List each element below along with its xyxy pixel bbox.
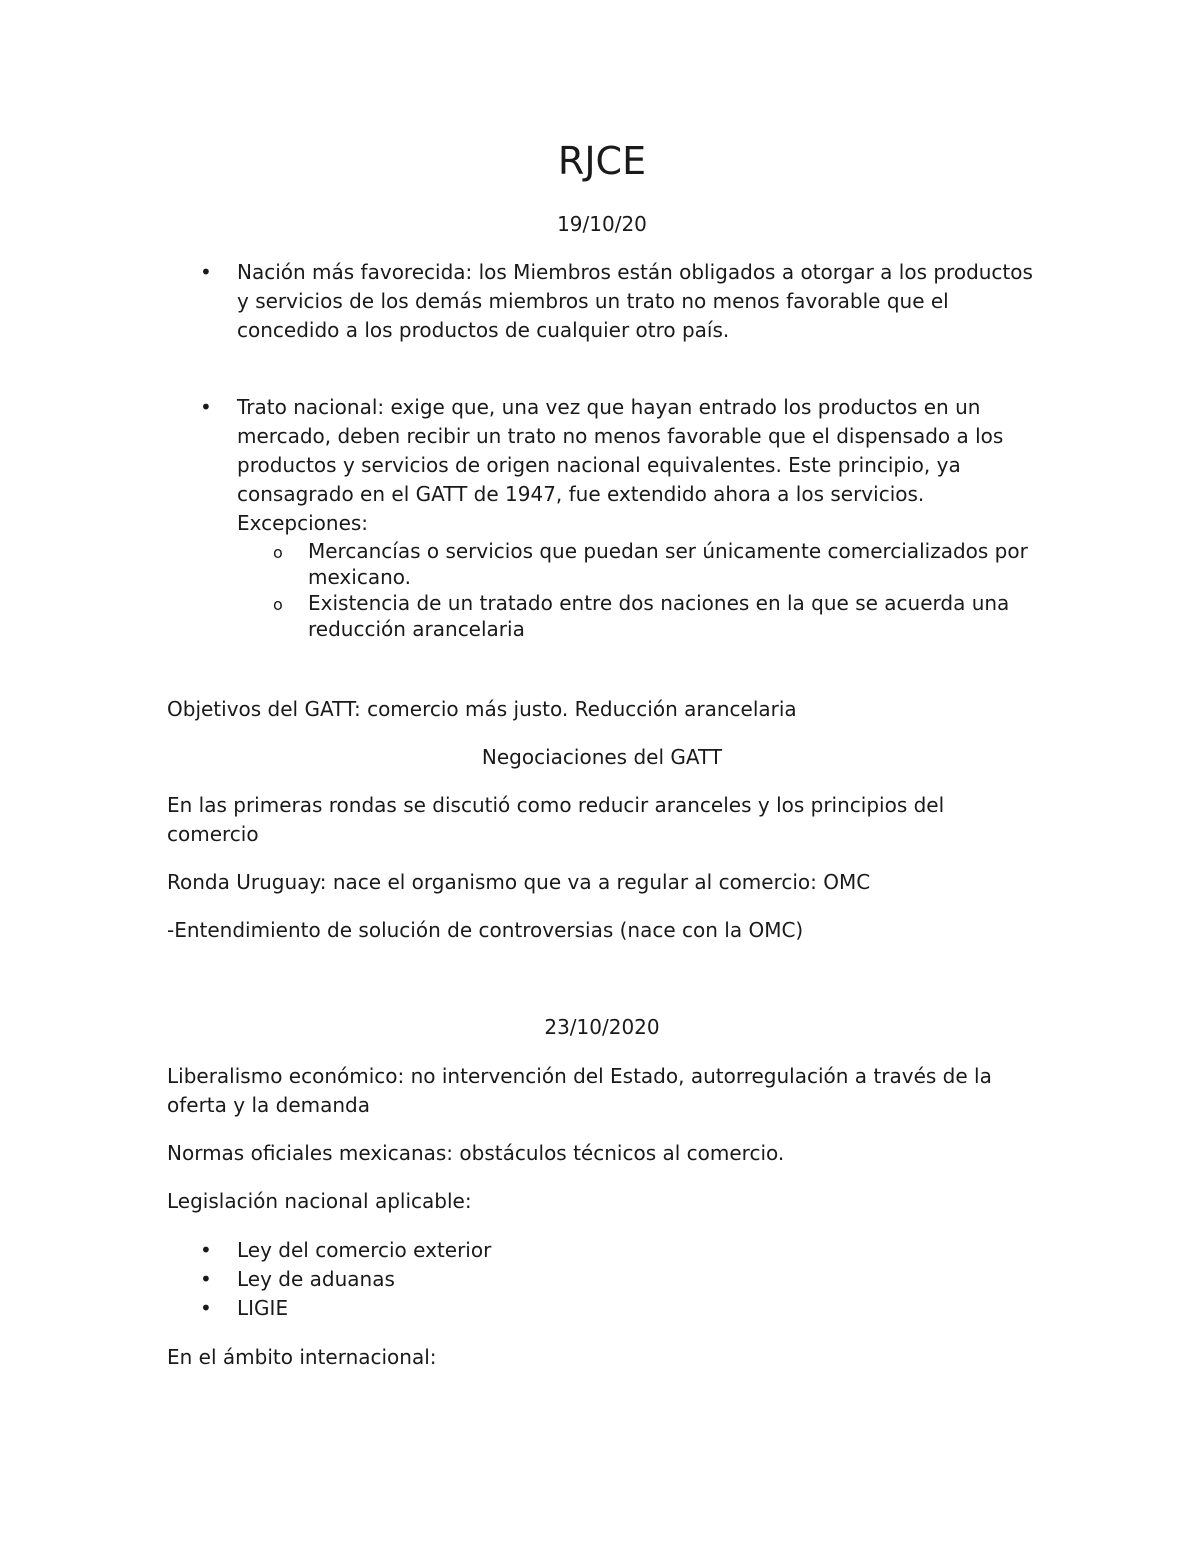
exception-text: Existencia de un tratado entre dos naciones en la que se acuerda una reducción arancelaria: [308, 591, 1010, 641]
legislation-label: Legislación nacional aplicable:: [167, 1189, 472, 1213]
sub-bullet-icon: o: [273, 595, 283, 614]
exceptions-list: [237, 538, 1037, 642]
law-item: [167, 1265, 1037, 1294]
international-paragraph: En el ámbito internacional:: [167, 1345, 437, 1369]
uruguay-round-paragraph: Ronda Uruguay: nace el organismo que va a regular al comercio: OMC: [167, 870, 871, 894]
exception-text: Mercancías o servicios que puedan ser únicamente comercializados por mexicano.: [308, 539, 1028, 589]
law-text: Ley del comercio exterior: [237, 1238, 492, 1262]
national-treatment-text: Trato nacional: exige que, una vez que hayan entrado los productos en un mercado, deben recibir un trato no menos favorable que el dispensado a los productos y servicios de origen nacional equivalentes. Este principio, ya consagrado en el GATT de 1947, fue extendido ahora a los servicios.: [237, 395, 1004, 506]
exceptions-label: Excepciones:: [237, 511, 369, 535]
date-heading-1: 19/10/20: [557, 212, 647, 236]
norms-paragraph: Normas oficiales mexicanas: obstáculos técnicos al comercio.: [167, 1141, 785, 1165]
law-item: [167, 1236, 1037, 1265]
list-item-most-favored-nation: [167, 258, 1037, 345]
exception-item: [237, 538, 1037, 590]
bullet-icon: •: [200, 260, 212, 284]
principles-list: [167, 258, 1037, 345]
liberalism-paragraph: Liberalismo económico: no intervención del Estado, autorregulación a través de la oferta y la demanda: [167, 1064, 992, 1117]
principles-list-2: [167, 393, 1037, 642]
list-item-national-treatment: [167, 393, 1037, 642]
gatt-objectives: Objetivos del GATT: comercio más justo. Reducción arancelaria: [167, 697, 797, 721]
law-text: LIGIE: [237, 1296, 289, 1320]
date-heading-2: 23/10/2020: [544, 1015, 660, 1039]
dispute-settlement-paragraph: -Entendimiento de solución de controversias (nace con la OMC): [167, 918, 804, 942]
first-rounds-paragraph: En las primeras rondas se discutió como reducir aranceles y los principios del comercio: [167, 793, 945, 846]
law-item: [167, 1294, 1037, 1323]
law-text: Ley de aduanas: [237, 1267, 395, 1291]
laws-list: [167, 1236, 1037, 1323]
bullet-icon: •: [200, 395, 212, 419]
sub-bullet-icon: o: [273, 543, 283, 562]
negotiations-heading: Negociaciones del GATT: [481, 745, 723, 769]
bullet-icon: •: [200, 1267, 212, 1291]
document-title: RJCE: [557, 139, 647, 183]
exception-item: [237, 590, 1037, 642]
bullet-icon: •: [200, 1296, 212, 1320]
bullet-icon: •: [200, 1238, 212, 1262]
most-favored-nation-text: Nación más favorecida: los Miembros están obligados a otorgar a los productos y servicios de los demás miembros un trato no menos favorable que el concedido a los productos de cualquier otro país.: [237, 260, 1033, 342]
